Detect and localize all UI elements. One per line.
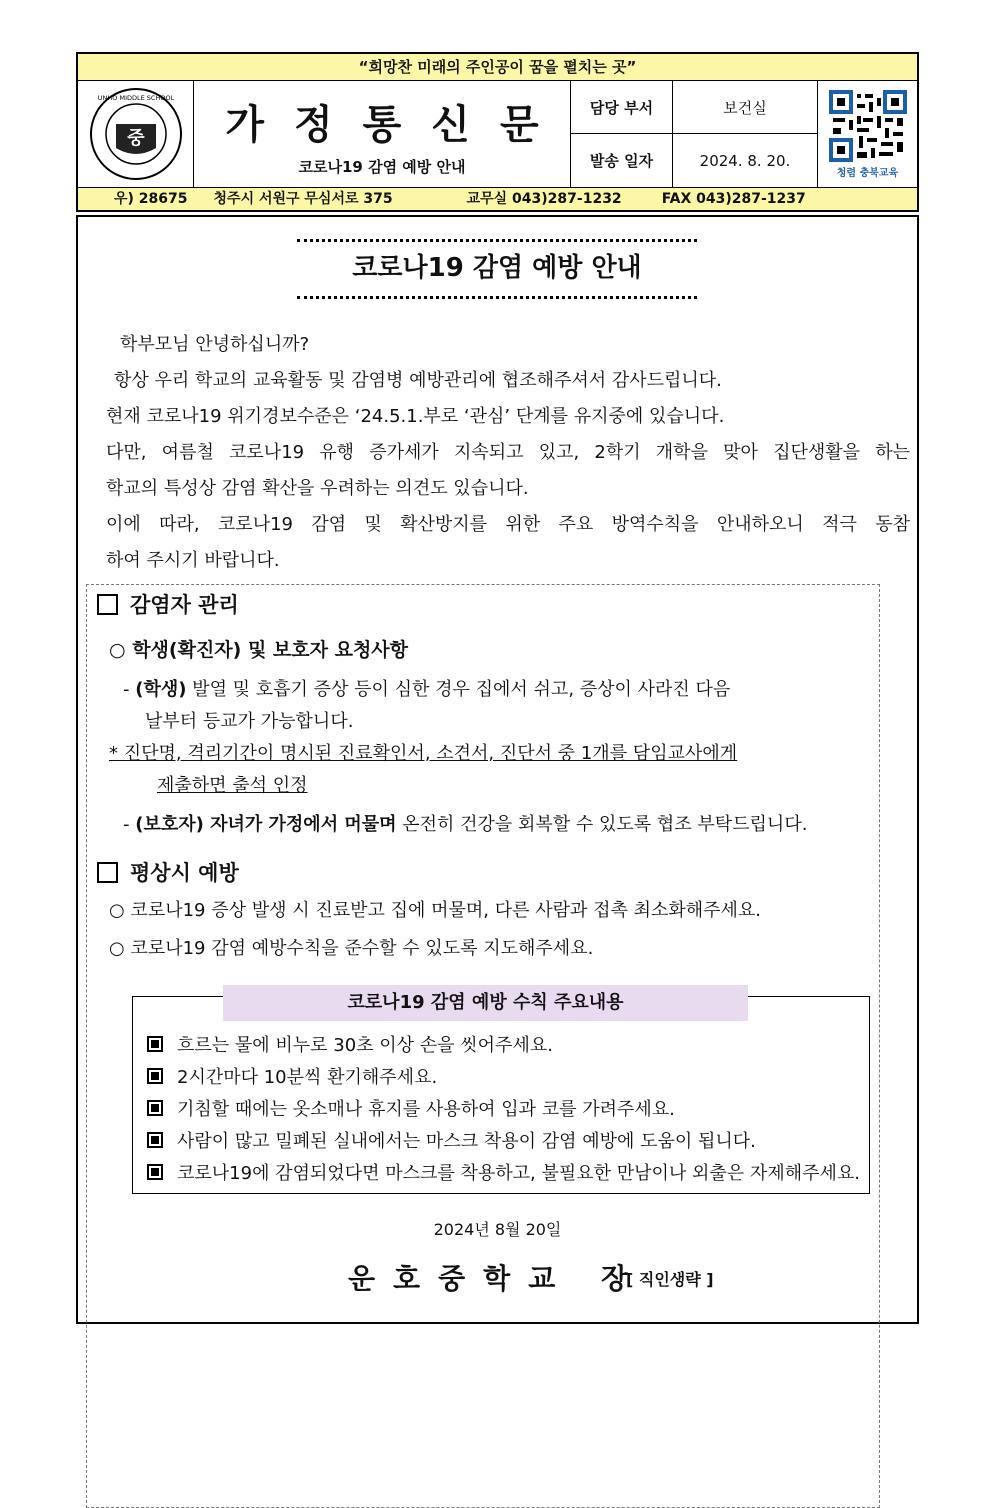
checkbox-square-icon [97,594,118,615]
intro-paragraph [106,327,910,579]
section-prevention-heading [97,857,239,887]
logo-text: UNHO MIDDLE SCHOOL [97,94,174,102]
rule-text: 코로나19에 감염되었다면 마스크를 착용하고, 불필요한 만남이나 외출은 자제해주세요. [177,1163,860,1184]
fax-number: FAX 043)287-1237 [661,191,806,207]
student-label: (학생) [135,679,187,700]
bullet-square-icon [147,1164,163,1180]
parent-label: (보호자) 자녀가 가정에서 머물며 [135,814,397,835]
rule-text: 사람이 많고 밀폐된 실내에서는 마스크 착용이 감염 예방에 도움이 됩니다. [177,1131,756,1152]
bullet-square-icon [147,1100,163,1116]
slogan: “희망찬 미래의 주인공이 꿈을 펼치는 곳” [78,54,917,81]
section-prevention-title: 평상시 예방 [130,861,239,885]
rules-box [132,992,870,1194]
issue-date: 2024년 8월 20일 [433,1220,562,1239]
letter-body [76,215,919,1324]
school-address: 청주시 서원구 무심서로 375 [213,191,393,207]
section-infected-heading [97,589,239,619]
date-value: 2024. 8. 20. [699,151,791,170]
title-dotted-rule-top [297,239,697,242]
rule-text: 2시간마다 10분씩 환기해주세요. [177,1067,438,1088]
rule-item [147,1095,675,1121]
guidance-box [86,584,880,1508]
svg-text:중: 중 [126,128,145,149]
thanks-line: 항상 우리 학교의 교육활동 및 감염병 예방관리에 협조해주셔서 감사드립니다. [114,370,722,391]
request-line-end: 하여 주시기 바랍니다. [106,550,280,571]
rule-item [147,1127,756,1153]
rule-item [147,1063,437,1089]
newsletter-title: 가정통신문 [225,101,569,148]
parent-text: 온전히 건강을 회복할 수 있도록 협조 부탁드립니다. [396,814,808,835]
doc-title-block [297,239,697,299]
parent-instruction: - (보호자) 자녀가 가정에서 머물며 온전히 건강을 회복할 수 있도록 협조 부탁드립니다. [123,814,808,835]
student-instruction-cont: 날부터 등교가 가능합니다. [145,711,354,732]
address-bar [78,188,917,210]
prevention-item: ○ 코로나19 증상 발생 시 진료받고 집에 머물며, 다른 사람과 접촉 최소화해주세요. [109,900,762,921]
greeting-line: 학부모님 안녕하십니까? [120,334,310,355]
rule-text: 기침할 때에는 옷소매나 휴지를 사용하여 입과 코를 가려주세요. [177,1099,675,1120]
checkbox-square-icon [97,862,118,883]
qr-code-icon[interactable] [829,90,907,162]
info-grid [571,81,818,187]
bullet-square-icon [147,1036,163,1052]
letter-header [76,52,919,212]
newsletter-subtitle: 코로나19 감염 예방 안내 [298,158,466,176]
section-infected-title: 감염자 관리 [130,593,239,617]
date-label: 발송 일자 [571,134,673,187]
dept-value: 보건실 [673,81,817,134]
doc-title: 코로나19 감염 예방 안내 [352,253,642,283]
attendance-note-cont: 제출하면 출석 인정 [157,775,308,796]
letter-header-sheet [76,52,917,212]
student-parent-subheading: ○ 학생(확진자) 및 보호자 요청사항 [109,639,409,661]
title-dotted-rule-bottom [297,296,697,299]
rule-text: 흐르는 물에 비누로 30초 이상 손을 씻어주세요. [177,1035,553,1056]
concern-line: 학교의 특성상 감염 확산을 우려하는 의견도 있습니다. [106,478,529,499]
dept-label: 담당 부서 [571,81,673,134]
qr-caption: 청렴 충북교육 [836,167,899,179]
rules-title: 코로나19 감염 예방 수칙 주요내용 [223,985,748,1021]
school-emblem-icon [88,86,184,182]
request-line: 이에 따라, 코로나19 감염 및 확산방지를 위한 주요 방역수칙을 안내하오니 적극 동참 [106,514,910,535]
attendance-note: * 진단명, 격리기간이 명시된 진료확인서, 소견서, 진단서 중 1개를 담임교사에게 [109,743,738,764]
seal-omitted: [ 직인생략 ] [626,1270,714,1289]
trend-line: 다만, 여름철 코로나19 유행 증가세가 지속되고 있고, 2학기 개학을 맞아 집단생활을 하는 [106,442,910,463]
school-logo [78,81,194,187]
prevention-item: ○ 코로나19 감염 예방수칙을 준수할 수 있도록 지도해주세요. [109,938,594,959]
office-phone: 교무실 043)287-1232 [466,191,622,207]
alert-level-line: 현재 코로나19 위기경보수준은 ‘24.5.1.부로 ‘관심’ 단계를 유지중에 있습니다. [106,406,725,427]
bullet-square-icon [147,1068,163,1084]
student-instruction: - (학생) 발열 및 호흡기 증상 등이 심한 경우 집에서 쉬고, 증상이 사라진 다음 [123,679,731,700]
postal-code: 우) 28675 [114,191,188,207]
principal-signature: 운호중학교 장 [348,1262,647,1295]
rule-item [147,1031,553,1057]
rule-item [147,1159,860,1185]
student-text: 발열 및 호흡기 증상 등이 심한 경우 집에서 쉬고, 증상이 사라진 다음 [186,679,731,700]
bullet-square-icon [147,1132,163,1148]
